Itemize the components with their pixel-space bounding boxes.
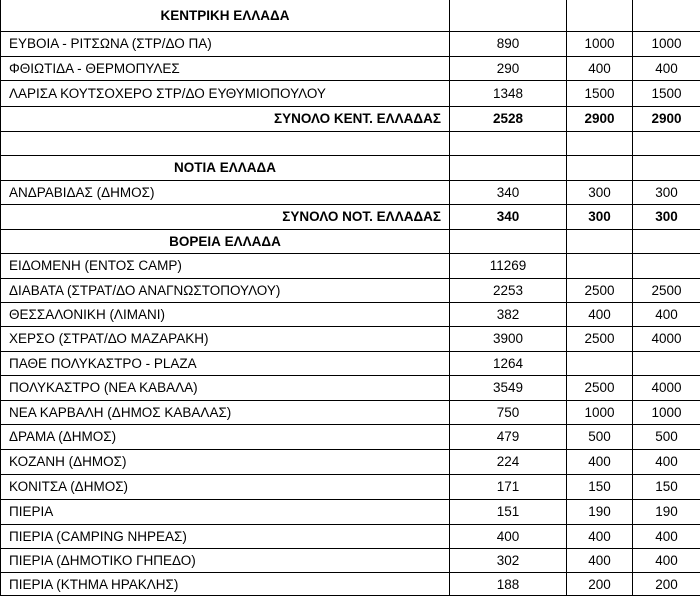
table-row [0,302,700,326]
value-cell-1 [449,132,566,155]
value-cell-1: 290 [449,57,566,80]
value-cell-2: 2500 [566,376,632,400]
value-cell-3: 300 [632,205,700,229]
location-cell: ΑΝΔΡΑΒΙΔΑΣ (ΔΗΜΟΣ) [0,181,449,204]
value-cell-3: 2900 [632,107,700,131]
location-cell: ΒΟΡΕΙΑ ΕΛΛΑΔΑ [0,230,449,253]
value-cell-3: 400 [632,303,700,326]
value-cell-3 [632,156,700,180]
value-cell-2 [566,352,632,375]
location-cell: ΘΕΣΣΑΛΟΝΙΚΗ (ΛΙΜΑΝΙ) [0,303,449,326]
value-cell-1: 188 [449,573,566,596]
value-cell-3 [632,0,700,31]
table-row [0,524,700,548]
location-cell: ΣΥΝΟΛΟ ΚΕΝΤ. ΕΛΛΑΔΑΣ [0,107,449,131]
value-cell-1: 890 [449,32,566,56]
section-header-row [0,229,700,253]
value-cell-3: 2500 [632,279,700,302]
location-cell: ΚΟΖΑΝΗ (ΔΗΜΟΣ) [0,450,449,474]
value-cell-3: 300 [632,181,700,204]
table-row [0,449,700,474]
value-cell-2: 1000 [566,401,632,424]
value-cell-2: 190 [566,500,632,524]
value-cell-1: 302 [449,549,566,572]
value-cell-2: 300 [566,205,632,229]
table-row [0,180,700,204]
table-row [0,400,700,424]
table-row [0,375,700,400]
location-cell: ΣΥΝΟΛΟ ΝΟΤ. ΕΛΛΑΔΑΣ [0,205,449,229]
table-row [0,56,700,80]
value-cell-1: 171 [449,475,566,499]
location-cell: ΝΟΤΙΑ ΕΛΛΑΔΑ [0,156,449,180]
value-cell-1 [449,230,566,253]
value-cell-2: 400 [566,57,632,80]
value-cell-2 [566,132,632,155]
section-header-row [0,155,700,180]
value-cell-2: 2500 [566,327,632,351]
value-cell-1: 1264 [449,352,566,375]
location-cell: ΔΡΑΜΑ (ΔΗΜΟΣ) [0,425,449,449]
value-cell-3: 400 [632,525,700,548]
value-cell-3: 190 [632,500,700,524]
value-cell-2 [566,230,632,253]
value-cell-2: 300 [566,181,632,204]
value-cell-2: 1500 [566,81,632,106]
value-cell-1: 11269 [449,254,566,278]
location-cell: ΔΙΑΒΑΤΑ (ΣΤΡΑΤ/ΔΟ ΑΝΑΓΝΩΣΤΟΠΟΥΛΟΥ) [0,279,449,302]
value-cell-1: 2528 [449,107,566,131]
value-cell-1 [449,0,566,31]
value-cell-3: 1500 [632,81,700,106]
location-cell: ΕΙΔΟΜΕΝΗ (ΕΝΤΟΣ CAMP) [0,254,449,278]
table-row [0,80,700,106]
value-cell-2 [566,156,632,180]
location-cell: ΚΟΝΙΤΣΑ (ΔΗΜΟΣ) [0,475,449,499]
value-cell-3 [632,254,700,278]
value-cell-2: 400 [566,450,632,474]
value-cell-2: 2900 [566,107,632,131]
blank-row [0,131,700,155]
value-cell-3: 150 [632,475,700,499]
value-cell-3: 400 [632,549,700,572]
value-cell-2: 2500 [566,279,632,302]
value-cell-2: 500 [566,425,632,449]
table-row [0,326,700,351]
location-cell: ΝΕΑ ΚΑΡΒΑΛΗ (ΔΗΜΟΣ ΚΑΒΑΛΑΣ) [0,401,449,424]
value-cell-1 [449,156,566,180]
value-cell-1: 382 [449,303,566,326]
value-cell-1: 3549 [449,376,566,400]
location-cell: ΠΙΕΡΙΑ (ΔΗΜΟΤΙΚΟ ΓΗΠΕΔΟ) [0,549,449,572]
value-cell-3: 500 [632,425,700,449]
value-cell-3: 4000 [632,376,700,400]
value-cell-2: 400 [566,549,632,572]
value-cell-1: 151 [449,500,566,524]
location-cell: ΠΑΘΕ ΠΟΛΥΚΑΣΤΡΟ - PLAZA [0,352,449,375]
location-cell [0,132,449,155]
value-cell-1: 224 [449,450,566,474]
value-cell-2 [566,0,632,31]
value-cell-3: 4000 [632,327,700,351]
table-row [0,31,700,56]
section-header-row [0,0,700,31]
total-row [0,106,700,131]
value-cell-1: 340 [449,205,566,229]
table-row [0,548,700,572]
table-row [0,572,700,596]
table-row [0,253,700,278]
value-cell-1: 750 [449,401,566,424]
value-cell-2: 1000 [566,32,632,56]
location-cell: ΛΑΡΙΣΑ ΚΟΥΤΣΟΧΕΡΟ ΣΤΡ/ΔΟ ΕΥΘΥΜΙΟΠΟΥΛΟΥ [0,81,449,106]
location-cell: ΠΟΛΥΚΑΣΤΡΟ (ΝΕΑ ΚΑΒΑΛΑ) [0,376,449,400]
value-cell-3 [632,352,700,375]
value-cell-1: 340 [449,181,566,204]
location-cell: ΠΙΕΡΙΑ (CAMPING ΝΗΡΕΑΣ) [0,525,449,548]
value-cell-3: 1000 [632,401,700,424]
value-cell-1: 3900 [449,327,566,351]
location-cell: ΕΥΒΟΙΑ - ΡΙΤΣΩΝΑ (ΣΤΡ/ΔΟ ΠΑ) [0,32,449,56]
table-row [0,424,700,449]
value-cell-3: 400 [632,450,700,474]
value-cell-1: 2253 [449,279,566,302]
location-cell: ΦΘΙΩΤΙΔΑ - ΘΕΡΜΟΠΥΛΕΣ [0,57,449,80]
table-row [0,278,700,302]
value-cell-2: 150 [566,475,632,499]
location-cell: ΠΙΕΡΙΑ (ΚΤΗΜΑ ΗΡΑΚΛΗΣ) [0,573,449,596]
value-cell-2: 400 [566,303,632,326]
value-cell-3: 400 [632,57,700,80]
value-cell-3: 1000 [632,32,700,56]
location-cell: ΧΕΡΣΟ (ΣΤΡΑΤ/ΔΟ ΜΑΖΑΡΑΚΗ) [0,327,449,351]
value-cell-1: 1348 [449,81,566,106]
value-cell-3 [632,132,700,155]
value-cell-1: 400 [449,525,566,548]
table-row [0,474,700,499]
table-row [0,351,700,375]
total-row [0,204,700,229]
value-cell-2: 200 [566,573,632,596]
value-cell-3: 200 [632,573,700,596]
value-cell-2 [566,254,632,278]
value-cell-3 [632,230,700,253]
value-cell-1: 479 [449,425,566,449]
value-cell-2: 400 [566,525,632,548]
table-row [0,499,700,524]
location-cell: ΚΕΝΤΡΙΚΗ ΕΛΛΑΔΑ [0,0,449,31]
location-cell: ΠΙΕΡΙΑ [0,500,449,524]
